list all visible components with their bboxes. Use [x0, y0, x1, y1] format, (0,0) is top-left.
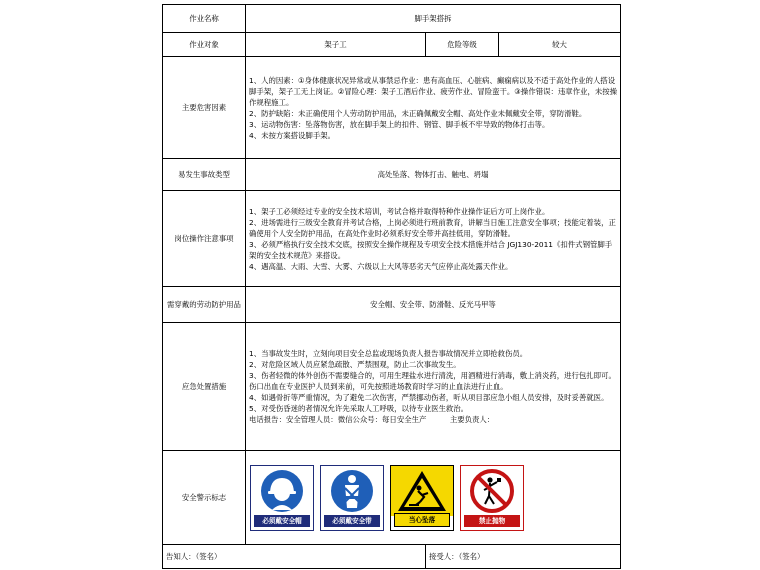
job-object-value: 架子工: [246, 33, 426, 57]
row-emergency: [163, 323, 621, 451]
sign-caption-fall: 当心坠落: [394, 513, 450, 527]
hazard-line-3: 3、运动物伤害：坠落物伤害，放在脚手架上的扣件、钢管、脚手板不牢导致的物体打击等。: [249, 119, 550, 129]
emergency-line-4: 4、如遇骨折等严重情况，为了避免二次伤害，严禁挪动伤者，听从项目部应急小组人员安排，及时妥善就医。: [249, 393, 609, 402]
hazard-line-2: 2、防护缺陷：未正确使用个人劳动防护用品，未正确佩戴安全帽、高处作业未佩戴安全带，穿防滑鞋。: [249, 108, 587, 118]
receiver-signature: 接受人：（签名）: [426, 545, 621, 569]
signs-content: [246, 451, 621, 545]
danger-level-label: 危险等级: [426, 33, 499, 57]
emergency-line-2: 2、对危险区域人员应紧急疏散、严禁围观，防止二次事故发生。: [249, 360, 461, 369]
row-signatures: [163, 545, 621, 569]
operation-note-4: 4、遇高温、大雨、大雪、大雾、六级以上大风等恶劣天气应停止高处露天作业。: [249, 261, 513, 271]
hazard-line-1: 1、人的因素：①身体健康状况异常或从事禁忌作业：患有高血压、心脏病、癫痫病以及不适于高处作业的人搭设脚手架，架子工无上岗证。②冒险心理：架子工酒后作业、疲劳作业、冒险蛮干。③操作错误：违章作业，未按操作规程施工。: [249, 75, 618, 107]
operation-notes-content: [246, 191, 621, 287]
hazard-line-4: 4、未按方案搭设脚手架。: [249, 130, 336, 140]
sign-caption-harness: 必须戴安全带: [324, 515, 380, 527]
emergency-contact: 电话报告：安全管理人员：微信公众号：每日安全生产 主要负责人：: [249, 415, 495, 424]
accident-types-label: 易发生事故类型: [163, 159, 246, 191]
emergency-line-5: 5、对受伤昏迷的者情况允许先采取人工呼吸，以待专业医生救治。: [249, 404, 469, 413]
row-job-object: [163, 33, 621, 57]
operation-note-3: 3、必须严格执行安全技术交底，按照安全操作规程及专项安全技术措施并结合 JGJ130-2011《扣件式钢管脚手架的安全技术规范》来搭设。: [249, 239, 613, 260]
emergency-label: 应急处置措施: [163, 323, 246, 451]
ppe-label: 需穿戴的劳动防护用品: [163, 287, 246, 323]
accident-types-value: 高处坠落、物体打击、触电、坍塌: [246, 159, 621, 191]
sign-no-throwing: [460, 465, 524, 531]
row-accident-types: [163, 159, 621, 191]
job-name-label: 作业名称: [163, 5, 246, 33]
no-throwing-icon: [461, 466, 523, 516]
safety-notice-card: [162, 4, 620, 568]
emergency-line-3: 3、伤者轻微的体外创伤不需要缝合的，可用生理盐水进行清洗，用酒精进行消毒，敷上消炎药，进行包扎即可。伤口出血在专业医护人员到来前，可先按照进场教育时学习的止血法进行止血。: [249, 371, 616, 391]
job-object-label: 作业对象: [163, 33, 246, 57]
row-hazards: [163, 57, 621, 159]
hazards-content: [246, 57, 621, 159]
sign-group: [249, 465, 617, 531]
operation-notes-label: 岗位操作注意事项: [163, 191, 246, 287]
row-signs: [163, 451, 621, 545]
row-operation-notes: [163, 191, 621, 287]
sign-caption-no-throwing: 禁止抛物: [464, 515, 520, 527]
sign-caption-helmet: 必须戴安全帽: [254, 515, 310, 527]
signs-label: 安全警示标志: [163, 451, 246, 545]
operation-note-2: 2、进场需进行三级安全教育并考试合格，上岗必须进行班前教育，讲解当日施工注意安全事项；技能定着装，正确使用个人安全防护用品，在高处作业时必须系好安全带并高挂低用，穿防滑鞋。: [249, 217, 616, 238]
hazards-label: 主要危害因素: [163, 57, 246, 159]
sign-must-wear-harness: [320, 465, 384, 531]
sign-caution-fall: [390, 465, 454, 531]
informer-signature: 告知人：（签名）: [163, 545, 426, 569]
helmet-icon: [251, 466, 313, 516]
job-name-value: 脚手架搭拆: [246, 5, 621, 33]
ppe-value: 安全帽、安全带、防滑鞋、反光马甲等: [246, 287, 621, 323]
operation-note-1: 1、架子工必须经过专业的安全技术培训，考试合格并取得特种作业操作证后方可上岗作业。: [249, 206, 550, 216]
sign-must-wear-helmet: [250, 465, 314, 531]
emergency-content: [246, 323, 621, 451]
fall-warning-icon: [391, 466, 453, 516]
row-ppe: [163, 287, 621, 323]
row-job-name: [163, 5, 621, 33]
emergency-line-1: 1、当事故发生时，立刻向项目安全总监或现场负责人报告事故情况并立即抢救伤员。: [249, 349, 528, 358]
safety-notice-table: [162, 4, 621, 569]
harness-icon: [321, 466, 383, 516]
danger-level-value: 较大: [499, 33, 621, 57]
